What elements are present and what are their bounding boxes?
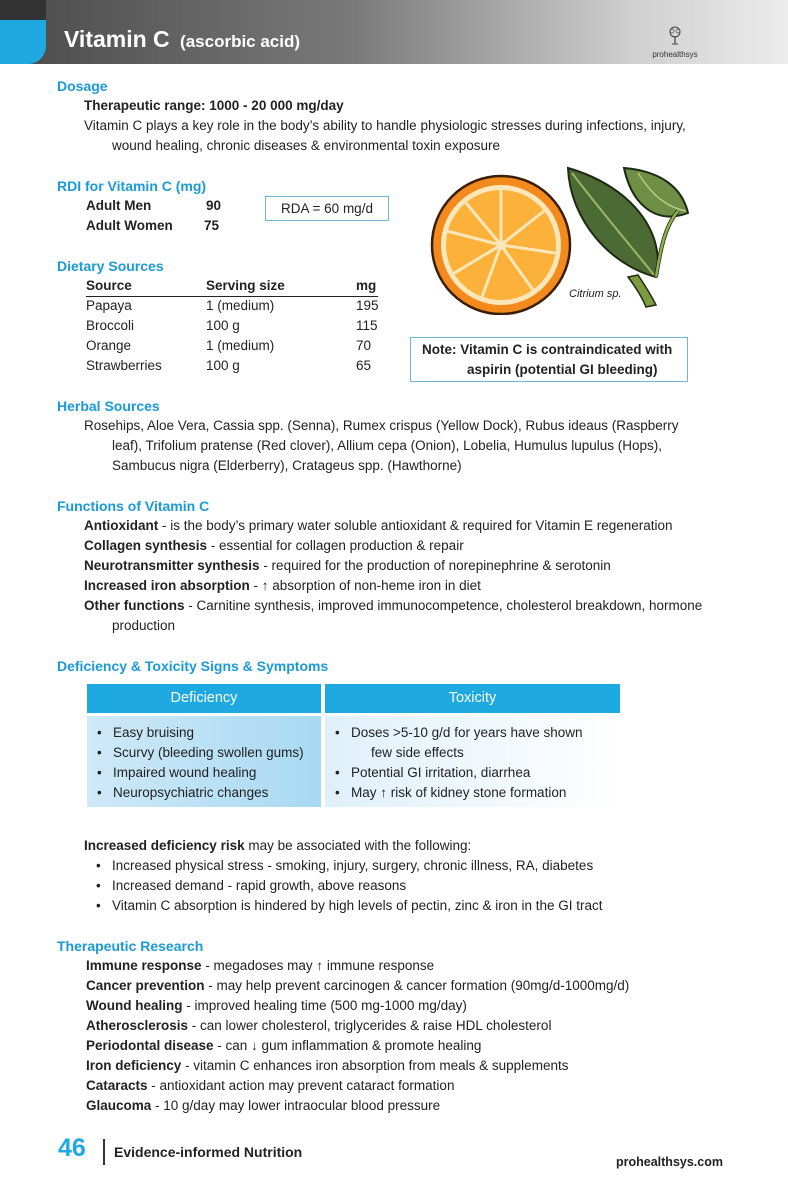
header-accent-top: [0, 0, 46, 20]
table-cell: 100 g: [206, 358, 240, 373]
table-cell: 1 (medium): [206, 338, 275, 353]
risk-list: [86, 856, 603, 916]
title-main: Vitamin C: [64, 26, 170, 52]
research-item: Iron deficiency - vitamin C enhances iron absorption from meals & supplements: [86, 1058, 569, 1073]
dosage-desc-2: wound healing, chronic diseases & environmental toxin exposure: [112, 138, 500, 153]
rdi-label-men: Adult Men: [86, 198, 152, 213]
list-item: • Scurvy (bleeding swollen gums): [87, 743, 321, 763]
therapeutic-range: Therapeutic range: 1000 - 20 000 mg/day: [84, 98, 344, 113]
orange-illustration: [420, 165, 700, 315]
table-cell: 100 g: [206, 318, 240, 333]
table-row: Broccoli: [86, 318, 135, 333]
function-item: Antioxidant - is the body’s primary water soluble antioxidant & required for Vitamin E regeneration: [84, 518, 673, 533]
risk-lead: Increased deficiency risk may be associated with the following:: [84, 838, 472, 853]
research-item: Wound healing - improved healing time (500 mg-1000 mg/day): [86, 998, 467, 1013]
list-item: • Vitamin C absorption is hindered by high levels of pectin, zinc & iron in the GI tract: [86, 896, 603, 916]
table-cell: 1 (medium): [206, 298, 275, 313]
herbal-line-1: Rosehips, Aloe Vera, Cassia spp. (Senna), Rumex crispus (Yellow Dock), Rubus ideaus (Raspberry: [84, 418, 679, 433]
list-item: • Doses >5-10 g/d for years have shown: [325, 723, 620, 743]
dietary-table-header: [86, 276, 378, 297]
function-item: Other functions - Carnitine synthesis, improved immunocompetence, cholesterol breakdown, hormone: [84, 598, 703, 613]
dietary-heading: Dietary Sources: [57, 258, 164, 274]
function-item-cont: production: [112, 618, 176, 633]
research-item: Atherosclerosis - can lower cholesterol, triglycerides & raise HDL cholesterol: [86, 1018, 552, 1033]
list-item: • Potential GI irritation, diarrhea: [325, 763, 620, 783]
brand-logo: [650, 26, 700, 59]
orange-slice-icon: [432, 176, 570, 314]
dosage-heading: Dosage: [57, 78, 108, 94]
research-heading: Therapeutic Research: [57, 938, 204, 954]
table-row: Strawberries: [86, 358, 162, 373]
list-item: • Easy bruising: [87, 723, 321, 743]
function-item: Increased iron absorption - ↑ absorption of non-heme iron in diet: [84, 578, 481, 593]
rda-box: RDA = 60 mg/d: [265, 196, 389, 221]
research-item: Cataracts - antioxidant action may prevent cataract formation: [86, 1078, 455, 1093]
rdi-heading: RDI for Vitamin C (mg): [57, 178, 207, 194]
function-item: Collagen synthesis - essential for collagen production & repair: [84, 538, 464, 553]
symptoms-heading: Deficiency & Toxicity Signs & Symptoms: [57, 658, 329, 674]
research-item: Cancer prevention - may help prevent carcinogen & cancer formation (90mg/d-1000mg/d): [86, 978, 630, 993]
herbal-heading: Herbal Sources: [57, 398, 160, 414]
contraindication-note: [410, 337, 688, 382]
list-item: • Increased demand - rapid growth, above reasons: [86, 876, 603, 896]
deficiency-header: Deficiency: [87, 684, 321, 713]
function-item: Neurotransmitter synthesis - required for the production of norepinephrine & serotonin: [84, 558, 611, 573]
table-cell: 70: [356, 338, 372, 353]
table-row: Orange: [86, 338, 132, 353]
note-line-1: Note: Vitamin C is contraindicated with: [422, 342, 673, 357]
table-cell: 195: [356, 298, 379, 313]
col-source: Source: [86, 278, 132, 293]
note-line-2: aspirin (potential GI bleeding): [467, 362, 658, 377]
dosage-desc-1: Vitamin C plays a key role in the body’s ability to handle physiologic stresses during infections, injury,: [84, 118, 686, 133]
tree-logo-icon: [666, 26, 684, 46]
functions-heading: Functions of Vitamin C: [57, 498, 210, 514]
rdi-value-women: 75: [204, 218, 220, 233]
page-title: [64, 26, 300, 53]
footer-divider: [103, 1139, 105, 1165]
page-number: 46: [58, 1134, 86, 1162]
deficiency-cell: [87, 716, 321, 807]
list-item: • Impaired wound healing: [87, 763, 321, 783]
herbal-line-2: leaf), Trifolium pratense (Red clover), Allium cepa (Onion), Lobelia, Humulus lupulus (Hops),: [112, 438, 662, 453]
list-item: • Increased physical stress - smoking, injury, surgery, chronic illness, RA, diabetes: [86, 856, 603, 876]
footer-site: prohealthsys.com: [616, 1155, 723, 1169]
list-item: • Neuropsychiatric changes: [87, 783, 321, 803]
table-cell: 115: [356, 318, 378, 333]
col-serving: Serving size: [206, 278, 285, 293]
research-item: Periodontal disease - can ↓ gum inflammation & promote healing: [86, 1038, 482, 1053]
title-subtitle: (ascorbic acid): [180, 32, 301, 51]
table-row: Papaya: [86, 298, 132, 313]
research-item: Immune response - megadoses may ↑ immune response: [86, 958, 435, 973]
rdi-value-men: 90: [206, 198, 222, 213]
toxicity-cell: [325, 716, 620, 807]
image-caption: Citrium sp.: [569, 288, 622, 300]
logo-text: prohealthsys: [652, 50, 698, 59]
toxicity-header: Toxicity: [325, 684, 620, 713]
rdi-label-women: Adult Women: [86, 218, 173, 233]
footer-label: Evidence-informed Nutrition: [114, 1144, 303, 1160]
list-item: • May ↑ risk of kidney stone formation: [325, 783, 620, 803]
research-item: Glaucoma - 10 g/day may lower intraocular blood pressure: [86, 1098, 441, 1113]
table-cell: 65: [356, 358, 372, 373]
list-item-cont: few side effects: [371, 745, 464, 760]
herbal-line-3: Sambucus nigra (Elderberry), Cratageus spp. (Hawthorne): [112, 458, 462, 473]
leaf-icon: [568, 168, 688, 307]
col-mg: mg: [356, 278, 377, 293]
